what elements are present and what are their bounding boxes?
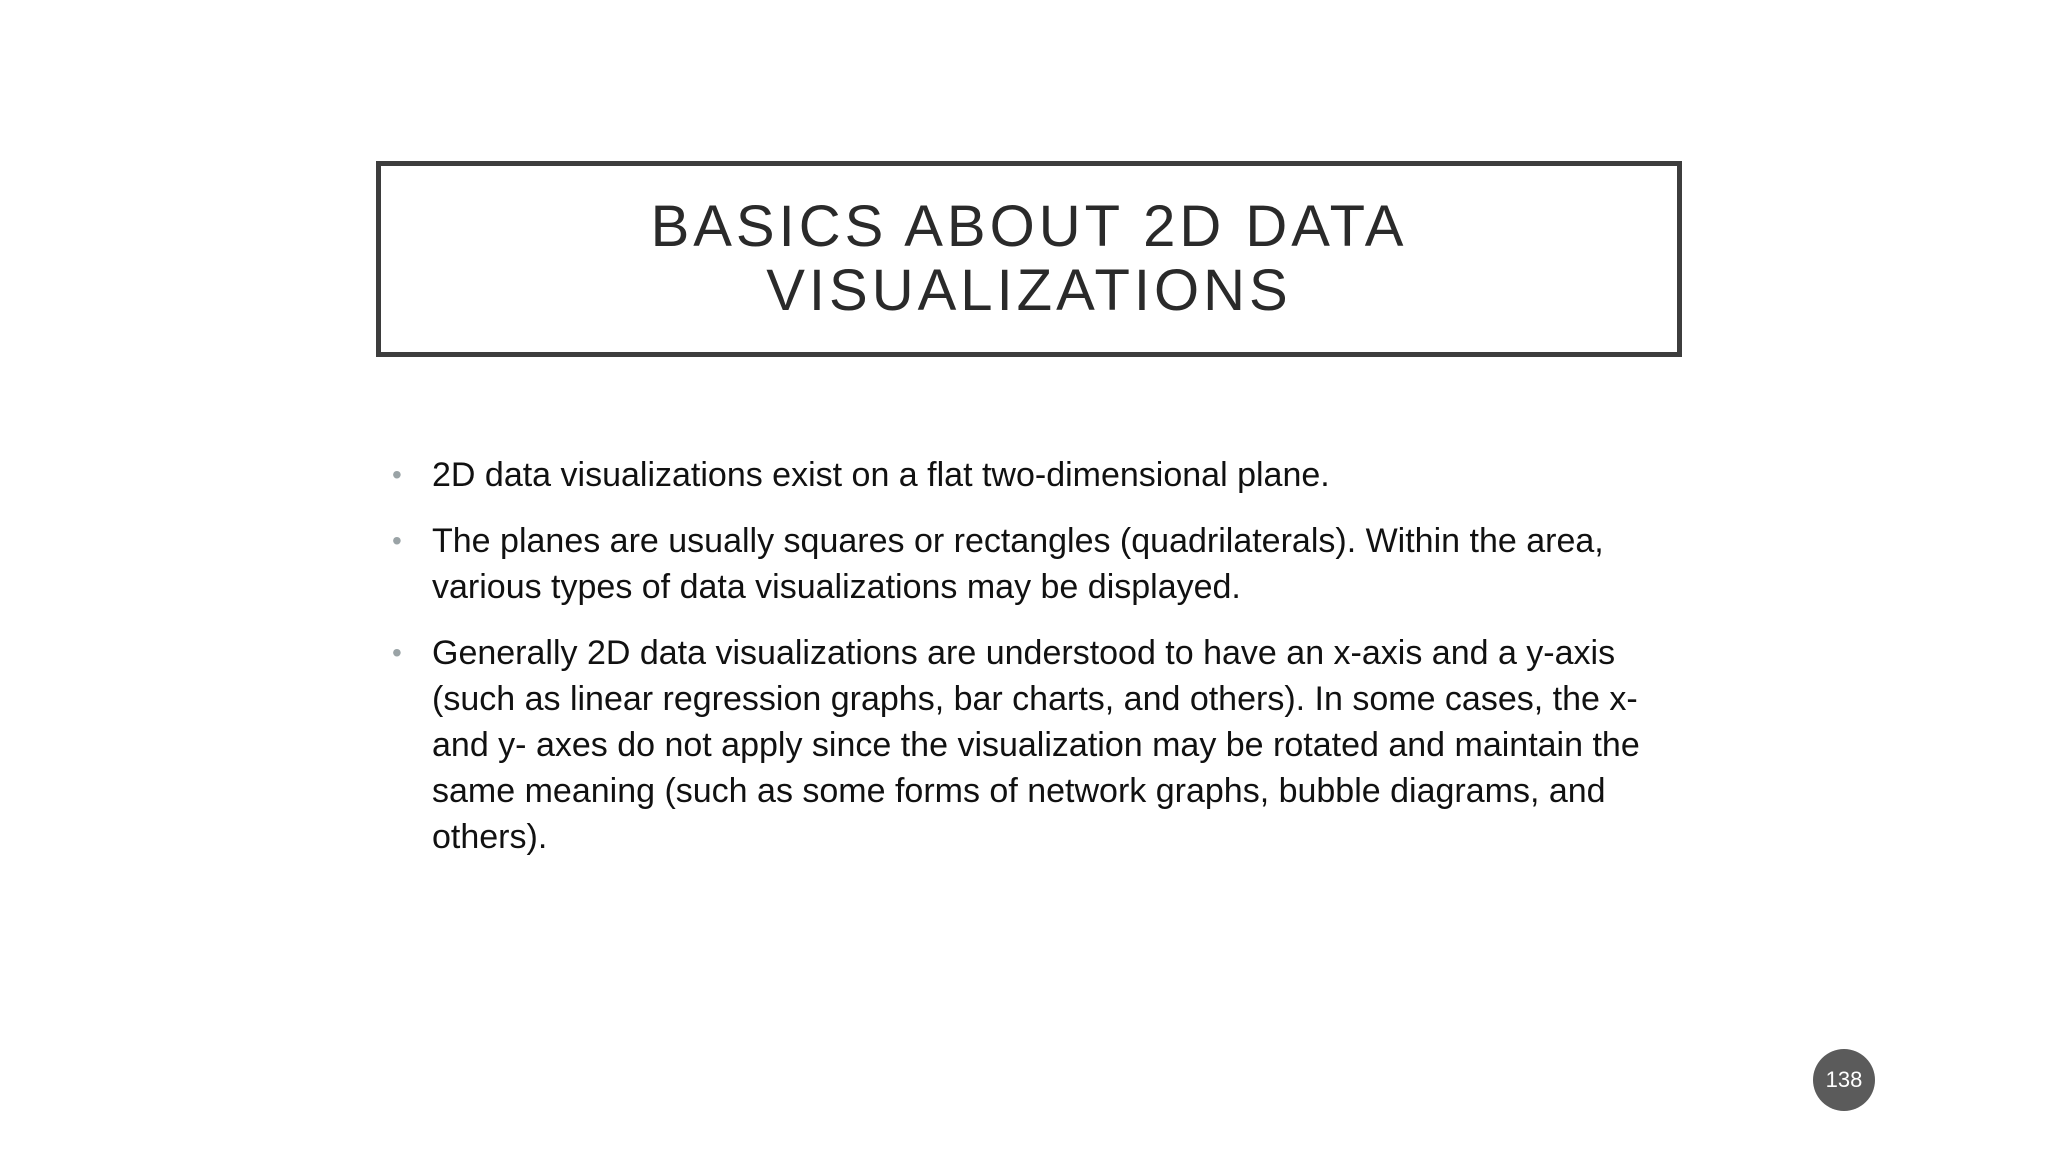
title-line-1: BASICS ABOUT 2D DATA xyxy=(650,194,1408,259)
bullet-list xyxy=(390,452,1690,880)
slide-title xyxy=(651,195,1408,323)
bullet-item xyxy=(390,630,1690,860)
bullet-item xyxy=(390,518,1690,610)
title-line-2: VISUALIZATIONS xyxy=(766,258,1292,323)
bullet-dot-icon: • xyxy=(392,459,402,490)
bullet-item xyxy=(390,452,1690,498)
page-number-badge: 138 xyxy=(1813,1049,1875,1111)
bullet-text: Generally 2D data visualizations are understood to have an x-axis and a y-axis (such as linear regression graphs, bar charts, and others). In some cases, the x- and y- axes do not apply since the visualization may be rotated and maintain the same meaning (such as some forms of network graphs, bubble diagrams, and others). xyxy=(432,634,1640,856)
bullet-dot-icon: • xyxy=(392,525,402,556)
title-box xyxy=(376,161,1682,357)
bullet-text: 2D data visualizations exist on a flat two-dimensional plane. xyxy=(432,456,1330,494)
bullet-text: The planes are usually squares or rectangles (quadrilaterals). Within the area, various types of data visualizations may be displayed. xyxy=(432,522,1604,606)
bullet-dot-icon: • xyxy=(392,637,402,668)
